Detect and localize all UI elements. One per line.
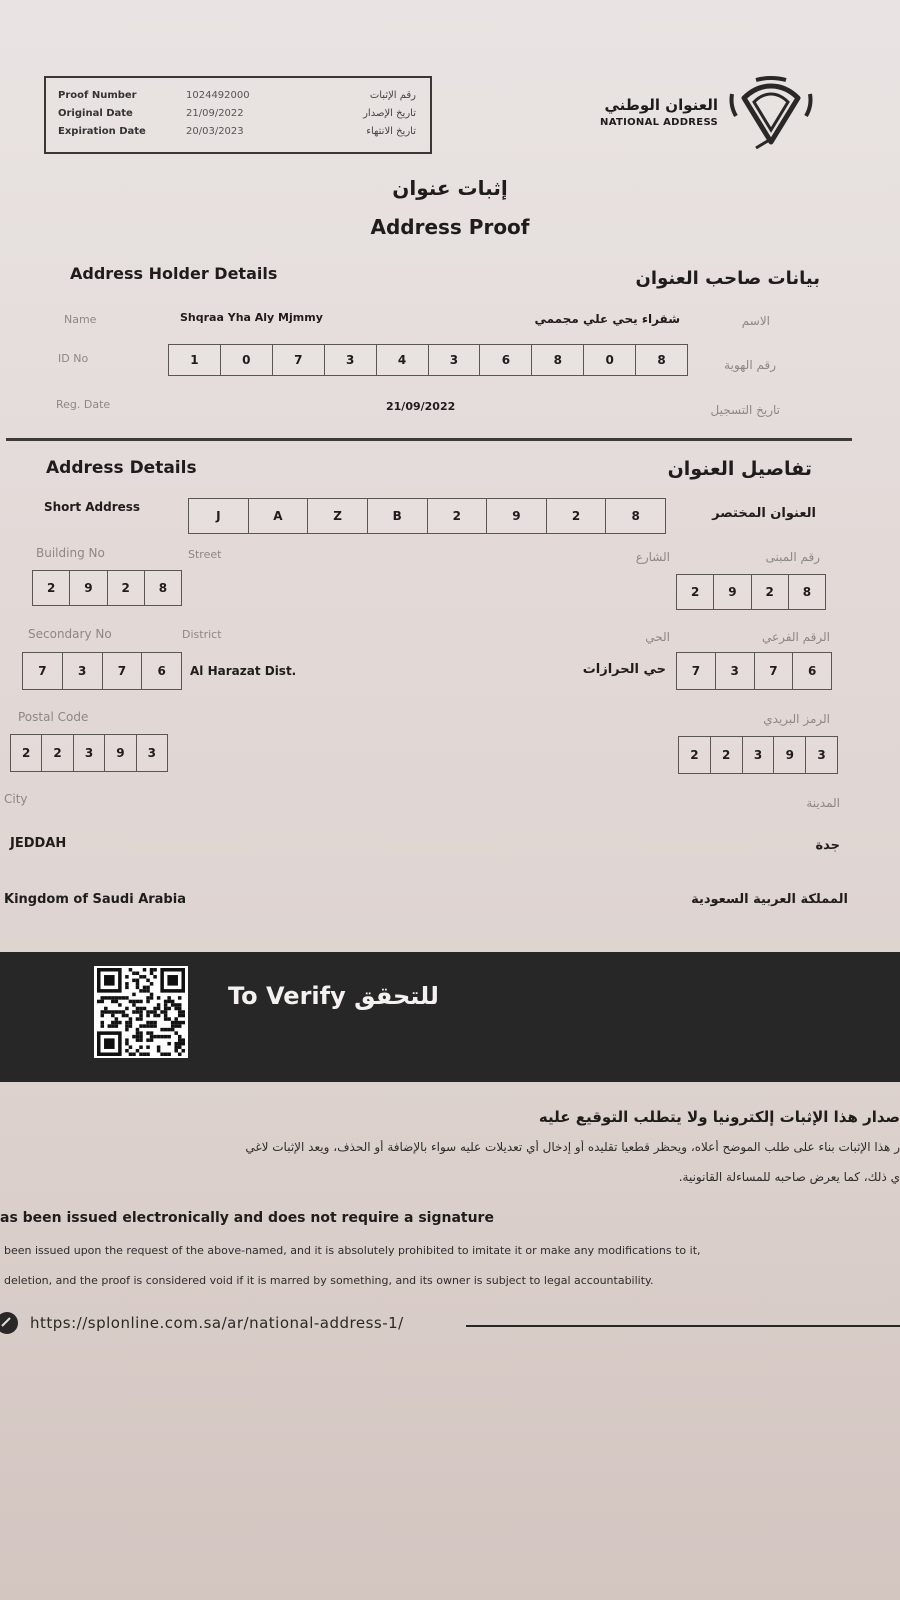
digit-box: 2 <box>679 737 711 773</box>
city-value-en: JEDDAH <box>10 836 67 851</box>
digit-box: 3 <box>743 737 775 773</box>
title-en: Address Proof <box>370 215 530 239</box>
id-label-ar: رقم الهوية <box>724 358 776 372</box>
original-date-label: Original Date <box>58 107 133 119</box>
expiration-date-label-ar: تاريخ الانتهاء <box>366 125 416 137</box>
reg-date-value: 21/09/2022 <box>386 400 456 413</box>
digit-box: 4 <box>377 345 429 375</box>
proof-number-value: 1024492000 <box>186 89 250 101</box>
postal-label: Postal Code <box>18 710 89 724</box>
digit-box: 8 <box>158 581 168 595</box>
verify-label: To Verify للتحقق <box>228 982 439 1010</box>
digit-box: 3 <box>63 653 103 689</box>
note-title-ar: صدار هذا الإثبات إلكترونيا ولا يتطلب التوقيع عليه <box>538 1108 900 1126</box>
secondary-number-boxes-left <box>22 652 182 690</box>
digit-box: 7 <box>273 345 325 375</box>
country-value-en: Kingdom of Saudi Arabia <box>4 892 186 907</box>
digit-box: 6 <box>157 664 166 678</box>
digit-box: 3 <box>325 345 377 375</box>
proof-number-label-ar: رقم الإثبات <box>369 89 416 101</box>
digit-box: 6 <box>480 345 532 375</box>
short-address-label: Short Address <box>44 500 141 514</box>
secondary-label-ar: الرقم الفرعي <box>762 630 830 644</box>
original-date-label-ar: تاريخ الإصدار <box>363 107 416 119</box>
secondary-label: Secondary No <box>28 627 112 641</box>
note-title-en: as been issued electronically and does not require a signature <box>0 1210 494 1226</box>
expiration-date-value: 20/03/2023 <box>186 125 244 137</box>
district-value-en: Al Harazat Dist. <box>190 664 297 678</box>
building-label: Building No <box>36 546 105 560</box>
address-section-title: Address Details <box>46 458 197 478</box>
country-value-ar: المملكة العربية السعودية <box>691 892 848 907</box>
digit-box: 2 <box>711 737 743 773</box>
digit-box: 6 <box>807 664 817 678</box>
digit-box: 3 <box>817 748 826 762</box>
name-value-en: Shqraa Yha Aly Mjmmy <box>180 311 323 324</box>
postal-code-boxes-right <box>678 736 838 774</box>
url-underline <box>466 1325 900 1327</box>
verification-url-link[interactable]: https://splonline.com.sa/ar/national-address-1/ <box>30 1314 404 1332</box>
digit-box: A <box>249 499 309 533</box>
digit-box: 8 <box>802 585 812 599</box>
digit-box: 2 <box>428 499 488 533</box>
digit-box: 7 <box>677 653 716 689</box>
expiration-date-row <box>58 122 418 140</box>
proof-info-box <box>44 76 432 154</box>
holder-section-title-ar: بيانات صاحب العنوان <box>635 268 820 289</box>
digit-box: J <box>189 499 249 533</box>
digit-box: 7 <box>755 653 794 689</box>
digit-box: B <box>368 499 428 533</box>
street-label: Street <box>188 548 222 561</box>
digit-box: 9 <box>714 575 751 609</box>
digit-box: 8 <box>657 353 666 367</box>
digit-box: 9 <box>774 737 806 773</box>
digit-box: 9 <box>487 499 547 533</box>
digit-box: 0 <box>584 345 636 375</box>
note-line1-ar: ر هذا الإثبات بناء على طلب الموضح أعلاه، ويحظر قطعيا تقليده أو إدخال أي تعديلات عليه سواء بالإضافة أو الحذف، ويعد الإثبات لاغي <box>245 1140 900 1154</box>
digit-box: 2 <box>11 735 42 771</box>
digit-box: 9 <box>70 571 107 605</box>
logo-text-ar: العنوان الوطني <box>604 96 718 114</box>
digit-box: 8 <box>631 509 640 523</box>
digit-box: 2 <box>677 575 714 609</box>
digit-box: 3 <box>429 345 481 375</box>
note-line2-en: deletion, and the proof is considered void if it is marred by something, and its owner is subject to legal accountability. <box>4 1274 654 1287</box>
digit-box: 8 <box>532 345 584 375</box>
digit-box: 7 <box>103 653 143 689</box>
digit-box: 7 <box>23 653 63 689</box>
short-address-boxes <box>188 498 666 534</box>
secondary-number-boxes-right <box>676 652 832 690</box>
address-section-title-ar: تفاصيل العنوان <box>667 458 812 480</box>
district-value-ar: حي الحرازات <box>582 662 666 677</box>
digit-box: 2 <box>33 571 70 605</box>
district-label-ar: الحي <box>645 630 670 644</box>
proof-number-row <box>58 86 418 104</box>
digit-box: 3 <box>74 735 105 771</box>
digit-box: 2 <box>752 575 789 609</box>
digit-box: 2 <box>547 499 607 533</box>
city-label: City <box>4 792 28 806</box>
globe-icon <box>0 1310 20 1336</box>
expiration-date-label: Expiration Date <box>58 125 146 137</box>
id-label: ID No <box>58 352 89 365</box>
original-date-value: 21/09/2022 <box>186 107 244 119</box>
district-label: District <box>182 628 222 641</box>
digit-box: 2 <box>42 735 73 771</box>
postal-label-ar: الرمز البريدي <box>763 712 830 726</box>
logo-text-en: NATIONAL ADDRESS <box>600 117 718 128</box>
reg-date-label-ar: تاريخ التسجيل <box>710 403 780 417</box>
name-label: Name <box>64 313 97 326</box>
qr-code-icon[interactable] <box>94 966 188 1058</box>
name-value-ar: شقراء يحي علي مجممي <box>534 312 680 326</box>
digit-box: 1 <box>169 345 221 375</box>
digit-box: 9 <box>105 735 136 771</box>
reg-date-label: Reg. Date <box>56 398 111 411</box>
section-divider <box>6 438 852 441</box>
digit-box: 2 <box>108 571 145 605</box>
holder-section-title: Address Holder Details <box>70 264 278 283</box>
note-line1-en: been issued upon the request of the above-named, and it is absolutely prohibited to imitate it or make any modifications to it, <box>4 1244 701 1257</box>
street-label-ar: الشارع <box>635 550 670 564</box>
digit-box: Z <box>308 499 368 533</box>
building-number-boxes-left <box>32 570 182 606</box>
original-date-row <box>58 104 418 122</box>
digit-box: 3 <box>147 746 156 760</box>
postal-code-boxes-left <box>10 734 168 772</box>
building-number-boxes-right <box>676 574 826 610</box>
title-ar: إثبات عنوان <box>392 176 508 200</box>
name-label-ar: الاسم <box>741 314 770 328</box>
city-value-ar: جدة <box>815 838 840 853</box>
building-label-ar: رقم المبنى <box>765 550 820 564</box>
digit-box: 0 <box>221 345 273 375</box>
note-line2-ar: ي ذلك، كما يعرض صاحبه للمساءلة القانونية. <box>678 1170 900 1184</box>
short-address-label-ar: العنوان المختصر <box>712 506 816 521</box>
national-address-logo-icon <box>726 76 816 152</box>
city-label-ar: المدينة <box>806 796 840 810</box>
proof-number-label: Proof Number <box>58 89 137 101</box>
id-number-boxes <box>168 344 688 376</box>
digit-box: 3 <box>716 653 755 689</box>
